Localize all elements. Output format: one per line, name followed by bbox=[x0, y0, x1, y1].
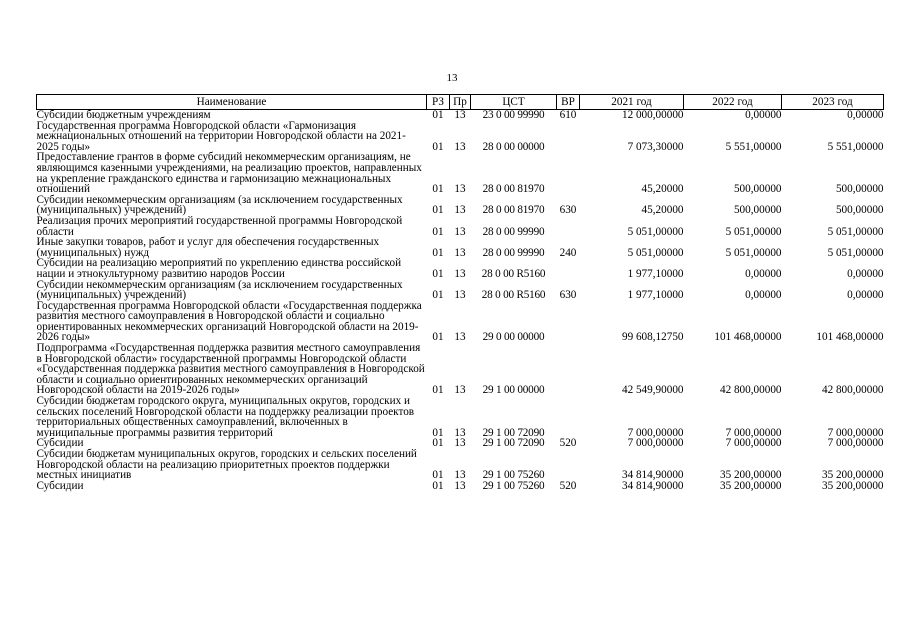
budget-table bbox=[36, 94, 884, 491]
table-row bbox=[37, 258, 884, 279]
row-pr: 13 bbox=[454, 479, 466, 492]
header-cst: ЦСТ bbox=[471, 95, 557, 110]
row-cst: 28 0 00 R5160 bbox=[481, 267, 546, 280]
row-cst: 29 1 00 72090 bbox=[482, 437, 545, 450]
row-2021: 5 051,00000 bbox=[627, 225, 684, 238]
row-2023: 500,00000 bbox=[835, 183, 884, 196]
row-pr: 13 bbox=[454, 246, 466, 259]
row-pr: 13 bbox=[454, 140, 466, 153]
row-vr bbox=[557, 343, 580, 396]
row-2022: 500,00000 bbox=[733, 204, 782, 217]
row-rz: 01 bbox=[432, 183, 444, 196]
row-cst: 29 1 00 75260 bbox=[482, 469, 545, 482]
row-2023: 0,00000 bbox=[847, 289, 884, 302]
row-rz: 01 bbox=[432, 426, 444, 439]
row-2022: 500,00000 bbox=[733, 183, 782, 196]
row-2022: 7 000,00000 bbox=[725, 426, 782, 439]
page-number: 13 bbox=[446, 72, 458, 84]
row-2021: 7 073,30000 bbox=[627, 140, 684, 153]
row-2023: 101 468,00000 bbox=[816, 331, 884, 344]
row-rz: 01 bbox=[432, 109, 444, 121]
row-2022: 0,00000 bbox=[745, 267, 782, 280]
row-vr bbox=[557, 152, 580, 194]
row-vr bbox=[557, 301, 580, 343]
row-name: Реализация прочих мероприятий государственной программы Новгородской области bbox=[36, 214, 403, 238]
header-name: Наименование bbox=[37, 95, 427, 110]
row-2022: 5 051,00000 bbox=[725, 225, 782, 238]
table-row bbox=[37, 481, 884, 492]
row-2022: 7 000,00000 bbox=[725, 437, 782, 450]
row-vr: 520 bbox=[559, 479, 577, 492]
row-name: Субсидии на реализацию мероприятий по укреплению единства российской нации и этнокультурному развитию народов России bbox=[36, 257, 402, 280]
row-2023: 7 000,00000 bbox=[827, 437, 884, 450]
row-pr: 13 bbox=[454, 384, 466, 397]
table-body bbox=[37, 110, 884, 492]
header-2022: 2022 год bbox=[684, 95, 782, 110]
row-2021: 12 000,00000 bbox=[621, 109, 684, 121]
table-row bbox=[37, 195, 884, 216]
table-row bbox=[37, 396, 884, 438]
table-row bbox=[37, 152, 884, 194]
row-pr: 13 bbox=[454, 437, 466, 450]
header-2021: 2021 год bbox=[580, 95, 684, 110]
row-rz: 01 bbox=[432, 479, 444, 492]
row-2022: 5 051,00000 bbox=[725, 246, 782, 259]
row-cst: 28 0 00 99990 bbox=[482, 225, 545, 238]
table-row bbox=[37, 343, 884, 396]
row-vr: 610 bbox=[559, 109, 577, 121]
row-rz: 01 bbox=[432, 469, 444, 482]
table-row bbox=[37, 216, 884, 237]
row-2021: 34 814,90000 bbox=[621, 479, 684, 492]
row-name: Подпрограмма «Государственная поддержка развития местного самоуправления в Новгородской области» государственной программы Новгородской области «Государственная поддержка развития местного самоуправления в Новгородской области и социально ориентированных некоммерческих организаций Новгородской области на 2019-2026 годы» bbox=[36, 342, 425, 397]
row-cst: 23 0 00 99990 bbox=[482, 109, 545, 121]
row-2021: 1 977,10000 bbox=[627, 289, 684, 302]
row-2021: 45,20000 bbox=[641, 183, 684, 196]
row-2023: 35 200,00000 bbox=[821, 469, 884, 482]
row-name: Субсидии некоммерческим организациям (за исключением государственных (муниципальных) учреждений) bbox=[36, 278, 403, 302]
row-vr: 630 bbox=[559, 204, 577, 217]
row-2021: 1 977,10000 bbox=[627, 267, 684, 280]
row-pr: 13 bbox=[454, 109, 466, 121]
table-header bbox=[37, 95, 884, 110]
row-name: Субсидии бюджетам городского округа, муниципальных округов, городских и сельских поселений Новгородской области на поддержку реализации проектов территориальных общественных самоуправлений, включенных в муниципальные программы развития территорий bbox=[36, 395, 415, 439]
row-name: Субсидии bbox=[36, 437, 84, 450]
row-cst: 28 0 00 81970 bbox=[482, 183, 545, 196]
row-2021: 99 608,12750 bbox=[621, 331, 684, 344]
row-2023: 35 200,00000 bbox=[821, 479, 884, 492]
row-2021: 34 814,90000 bbox=[621, 469, 684, 482]
table-row bbox=[37, 110, 884, 121]
table-row bbox=[37, 449, 884, 481]
table-row bbox=[37, 121, 884, 153]
row-2022: 101 468,00000 bbox=[714, 331, 782, 344]
row-cst: 28 0 00 99990 bbox=[482, 246, 545, 259]
row-2022: 0,00000 bbox=[745, 109, 782, 121]
row-name: Субсидии бюджетам муниципальных округов, городских и сельских поселений Новгородской области на реализацию приоритетных проектов поддержки местных инициатив bbox=[36, 448, 417, 482]
row-cst: 29 1 00 72090 bbox=[482, 426, 545, 439]
row-2023: 0,00000 bbox=[847, 109, 884, 121]
header-2023: 2023 год bbox=[782, 95, 884, 110]
row-2022: 5 551,00000 bbox=[725, 140, 782, 153]
row-2023: 5 551,00000 bbox=[827, 140, 884, 153]
row-rz: 01 bbox=[432, 384, 444, 397]
row-rz: 01 bbox=[432, 225, 444, 238]
row-vr: 240 bbox=[559, 246, 577, 259]
row-2023: 7 000,00000 bbox=[827, 426, 884, 439]
row-pr: 13 bbox=[454, 426, 466, 439]
row-rz: 01 bbox=[432, 140, 444, 153]
row-pr: 13 bbox=[454, 289, 466, 302]
row-name: Государственная программа Новгородской области «Государственная поддержка развития местного самоуправления в Новгородской области и социально ориентированных некоммерческих организаций Новгородской области на 2019-2026 годы» bbox=[36, 299, 422, 344]
row-rz: 01 bbox=[432, 437, 444, 450]
row-pr: 13 bbox=[454, 183, 466, 196]
row-rz: 01 bbox=[432, 246, 444, 259]
row-name: Субсидии некоммерческим организациям (за исключением государственных (муниципальных) учреждений) bbox=[36, 193, 403, 217]
row-cst: 28 0 00 R5160 bbox=[481, 289, 546, 302]
table-row bbox=[37, 301, 884, 343]
row-name: Государственная программа Новгородской области «Гармонизация межнациональных отношений на территории Новгородской области на 2021-2025 годы» bbox=[36, 119, 406, 153]
row-pr: 13 bbox=[454, 469, 466, 482]
row-2022: 35 200,00000 bbox=[719, 479, 782, 492]
row-pr: 13 bbox=[454, 267, 466, 280]
table-row bbox=[37, 237, 884, 258]
row-2021: 5 051,00000 bbox=[627, 246, 684, 259]
row-pr: 13 bbox=[454, 331, 466, 344]
row-cst: 28 0 00 00000 bbox=[482, 140, 545, 153]
row-vr bbox=[557, 121, 580, 153]
row-vr bbox=[557, 258, 580, 279]
row-rz: 01 bbox=[432, 204, 444, 217]
row-vr: 520 bbox=[559, 437, 577, 450]
row-vr bbox=[557, 216, 580, 237]
row-2021: 7 000,00000 bbox=[627, 437, 684, 450]
row-2022: 42 800,00000 bbox=[719, 384, 782, 397]
row-name: Субсидии bbox=[36, 479, 84, 492]
row-pr: 13 bbox=[454, 204, 466, 217]
row-rz: 01 bbox=[432, 289, 444, 302]
row-name: Иные закупки товаров, работ и услуг для обеспечения государственных (муниципальных) нужд bbox=[36, 236, 380, 259]
row-2023: 5 051,00000 bbox=[827, 246, 884, 259]
row-vr: 630 bbox=[559, 289, 577, 302]
row-2023: 0,00000 bbox=[847, 267, 884, 280]
row-name: Предоставление грантов в форме субсидий некоммерческим организациям, не являющимся казенными учреждениями, на реализацию проектов, направленных на укрепление гражданского единства и гармонизацию межнациональных отношений bbox=[36, 151, 422, 196]
row-cst: 29 1 00 00000 bbox=[482, 384, 545, 397]
header-rz: РЗ bbox=[427, 95, 450, 110]
row-2023: 42 800,00000 bbox=[821, 384, 884, 397]
row-pr: 13 bbox=[454, 225, 466, 238]
row-2021: 7 000,00000 bbox=[627, 426, 684, 439]
row-cst: 28 0 00 81970 bbox=[482, 204, 545, 217]
row-name: Субсидии бюджетным учреждениям bbox=[36, 109, 211, 121]
row-2022: 0,00000 bbox=[745, 289, 782, 302]
row-vr bbox=[557, 396, 580, 438]
row-cst: 29 0 00 00000 bbox=[482, 331, 545, 344]
row-2023: 5 051,00000 bbox=[827, 225, 884, 238]
row-cst: 29 1 00 75260 bbox=[482, 479, 545, 492]
row-2021: 42 549,90000 bbox=[621, 384, 684, 397]
row-vr bbox=[557, 449, 580, 481]
table-row bbox=[37, 280, 884, 301]
header-pr: Пр bbox=[450, 95, 471, 110]
row-2021: 45,20000 bbox=[641, 204, 684, 217]
row-2023: 500,00000 bbox=[835, 204, 884, 217]
row-rz: 01 bbox=[432, 267, 444, 280]
row-rz: 01 bbox=[432, 331, 444, 344]
row-2022: 35 200,00000 bbox=[719, 469, 782, 482]
header-vr: ВР bbox=[557, 95, 580, 110]
